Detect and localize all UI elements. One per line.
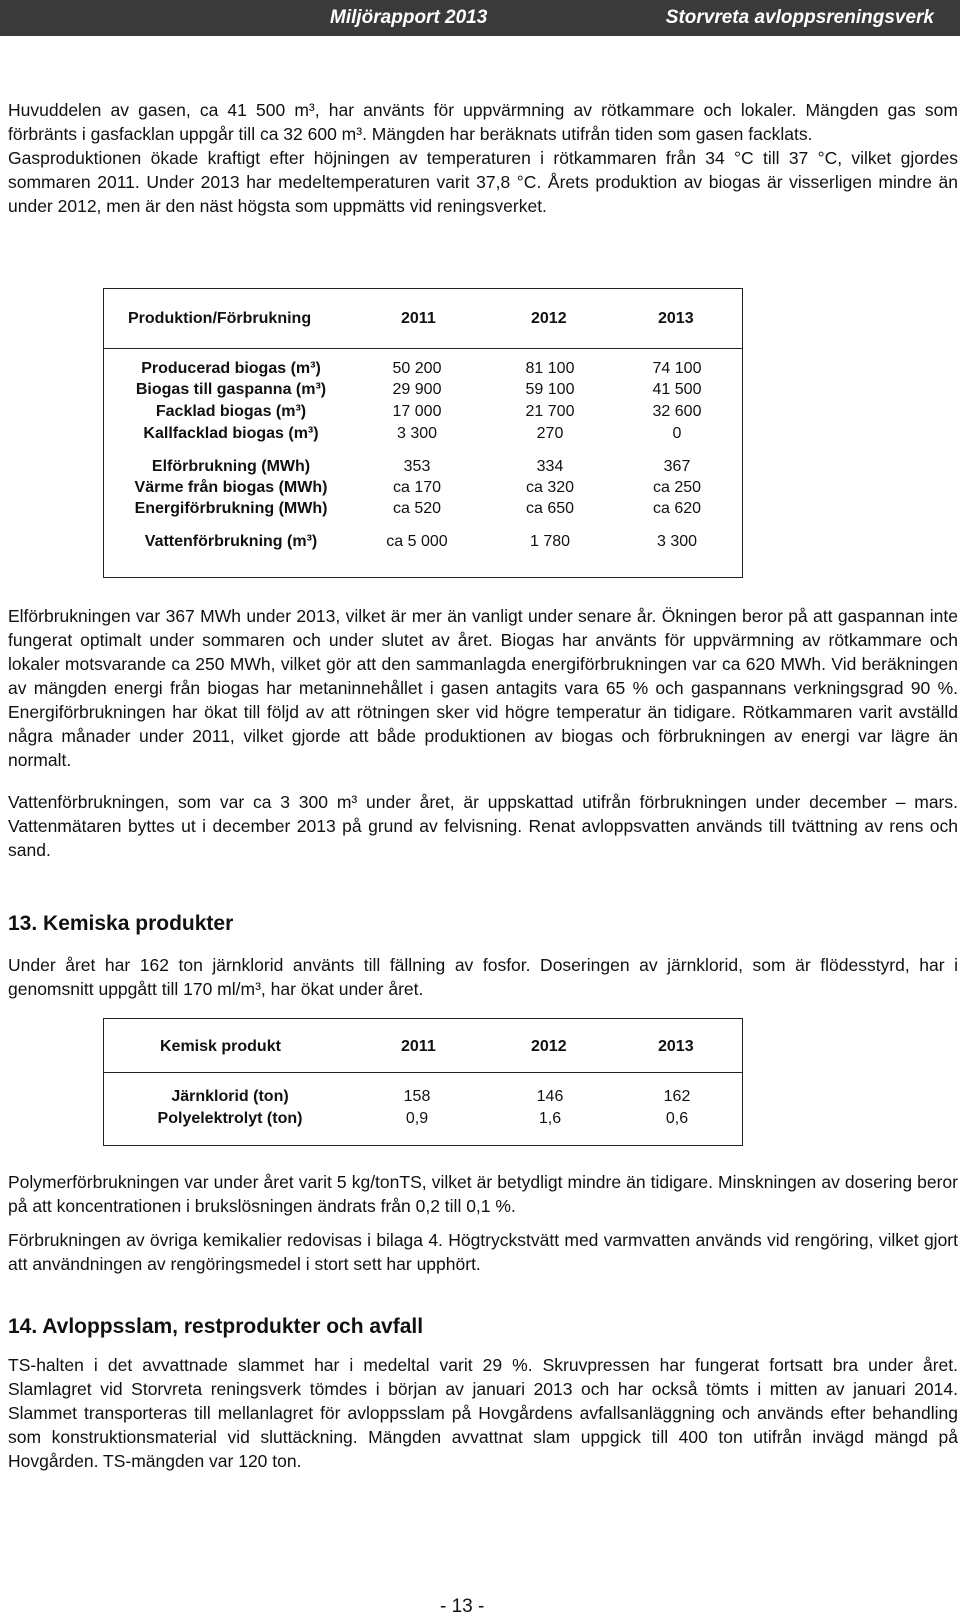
cell-2012: 1,6 xyxy=(538,1110,562,1127)
row-label: Energiförbrukning (MWh) xyxy=(134,500,328,517)
cell-2012: 81 100 xyxy=(525,360,575,377)
cell-2012: 270 xyxy=(536,425,564,442)
cell-2011: 0,9 xyxy=(405,1110,429,1127)
page-header xyxy=(0,0,960,36)
cell-2012: ca 320 xyxy=(525,479,575,496)
table-row xyxy=(103,457,743,479)
page-number: - 13 - xyxy=(440,1596,485,1617)
row-label: Järnklorid (ton) xyxy=(171,1088,289,1105)
cell-2012: 21 700 xyxy=(525,403,575,420)
cell-2011: 353 xyxy=(403,458,431,475)
cell-2013: 74 100 xyxy=(652,360,702,377)
column-header-2011: 2011 xyxy=(401,1038,436,1055)
table-row xyxy=(103,1087,743,1109)
table-row xyxy=(103,424,743,446)
body-text-polymer xyxy=(8,1170,958,1276)
cell-2011: 29 900 xyxy=(392,381,442,398)
paragraph-water: Vattenförbrukningen, som var ca 3 300 m³ under året, är uppskattad utifrån förbrukningen under december – mars. Vattenmätaren byttes ut i december 2013 på grund av felvisning. Renat avloppsvatten används till tvättning av rens och sand. xyxy=(8,792,958,860)
table-row xyxy=(103,1109,743,1131)
row-label: Biogas till gaspanna (m³) xyxy=(135,381,327,398)
cell-2013: 32 600 xyxy=(652,403,702,420)
paragraph-sludge: TS-halten i det avvattnade slammet har i medeltal varit 29 %. Skruvpressen har fungerat fortsatt bra under året. Slamlagret vid Storvreta reningsverk tömdes i början av januari 2013 och har också tömts i mitten av januari 2014. Slammet transporteras till mellanlagret för avloppsslam på Hovgårdens avfallsanläggning och används efter behandling som konstruktionsmaterial vid sluttäckning. Mängden avvattnat slam uppgick till 400 ton utifrån invägd mängd på Hovgården. TS-mängden var 120 ton. xyxy=(8,1355,958,1471)
cell-2011: 50 200 xyxy=(392,360,442,377)
report-title: Miljörapport 2013 xyxy=(330,7,488,28)
row-label: Vattenförbrukning (m³) xyxy=(144,533,318,550)
cell-2013: 3 300 xyxy=(656,533,698,550)
column-header-2012: 2012 xyxy=(531,1038,567,1055)
table-row xyxy=(103,402,743,424)
cell-2011: ca 520 xyxy=(392,500,442,517)
table-row xyxy=(103,532,743,554)
paragraph-polymer: Polymerförbrukningen var under året varit 5 kg/tonTS, vilket är betydligt mindre än tidigare. Minskningen av dosering beror på att koncentrationen i brukslösningen ändrats från 0,2 till 0,1 %. xyxy=(8,1172,958,1216)
table-row xyxy=(103,380,743,402)
row-label: Värme från biogas (MWh) xyxy=(134,479,328,496)
paragraph-other-chemicals: Förbrukningen av övriga kemikalier redovisas i bilaga 4. Högtryckstvätt med varmvatten används vid rengöring, vilket gjort att användningen av rengöringsmedel i stort sett har upphört. xyxy=(8,1230,958,1274)
paragraph-gas-usage: Huvuddelen av gasen, ca 41 500 m³, har använts för uppvärmning av rötkammare och lokaler. Mängden gas som förbränts i gasfacklan uppgår till ca 32 600 m³. Mängden har beräknats utifrån tiden som gasen facklats. xyxy=(8,100,958,144)
cell-2012: 1 780 xyxy=(529,533,571,550)
table-header-divider xyxy=(103,348,743,349)
cell-2012: ca 650 xyxy=(525,500,575,517)
cell-2011: ca 170 xyxy=(392,479,442,496)
row-label: Kallfacklad biogas (m³) xyxy=(143,425,319,442)
body-text-energy xyxy=(8,604,958,862)
cell-2013: 367 xyxy=(663,458,691,475)
cell-2013: 162 xyxy=(663,1088,691,1105)
paragraph-gas-production: Gasproduktionen ökade kraftigt efter höjningen av temperaturen i rötkammaren från 34 °C till 37 °C, vilket gjordes sommaren 2011. Under 2013 har medeltemperaturen varit 37,8 °C. Årets produktion av biogas är visserligen mindre än under 2012, men är den näst högsta som uppmätts vid reningsverket. xyxy=(8,148,958,216)
row-label: Facklad biogas (m³) xyxy=(155,403,307,420)
paragraph-electricity: Elförbrukningen var 367 MWh under 2013, vilket är mer än vanligt under senare år. Ökningen beror på att gaspannan inte fungerat optimalt under sommaren och under slutet av året. Biogas har använts för uppvärmning av rötkammare och lokaler motsvarande ca 250 MWh, vilket gör att den sammanlagda energiförbrukningen var ca 620 MWh. Vid beräkningen av mängden energi från biogas har metaninnehållet i gasen antagits vara 65 % och gaspannans verkningsgrad 90 %. Energiförbrukningen har ökat till följd av att rötningen sker vid högre temperatur än tidigare. Rötkammaren varit avställd några månader under 2011, vilket gjorde att både produktionen av biogas och förbrukningen av energi var lägre än normalt. xyxy=(8,606,958,770)
body-text-sludge xyxy=(8,1353,958,1473)
table-row xyxy=(103,499,743,521)
table-header-row xyxy=(103,309,743,331)
cell-2012: 334 xyxy=(536,458,564,475)
facility-name: Storvreta avloppsreningsverk xyxy=(665,7,934,28)
chemical-table-header-row xyxy=(103,1037,743,1059)
table-row xyxy=(103,359,743,381)
chemical-table-header-divider xyxy=(103,1072,743,1073)
cell-2012: 59 100 xyxy=(525,381,575,398)
cell-2011: ca 5 000 xyxy=(386,533,448,550)
cell-2011: 17 000 xyxy=(392,403,442,420)
column-header-2013: 2013 xyxy=(658,310,694,327)
row-label: Polyelektrolyt (ton) xyxy=(157,1110,303,1127)
cell-2012: 146 xyxy=(536,1088,564,1105)
column-header-2013: 2013 xyxy=(658,1038,694,1055)
cell-2013: ca 250 xyxy=(652,479,702,496)
column-header-label: Produktion/Förbrukning xyxy=(128,310,312,327)
column-header-2011: 2011 xyxy=(401,310,436,327)
cell-2013: ca 620 xyxy=(652,500,702,517)
column-header-2012: 2012 xyxy=(531,310,567,327)
section-heading-13: 13. Kemiska produkter xyxy=(8,912,234,935)
cell-2011: 158 xyxy=(403,1088,431,1105)
row-label: Producerad biogas (m³) xyxy=(141,360,321,377)
row-label: Elförbrukning (MWh) xyxy=(151,458,311,475)
column-header-label: Kemisk produkt xyxy=(160,1038,281,1055)
cell-2011: 3 300 xyxy=(396,425,438,442)
body-text-top xyxy=(8,98,958,218)
cell-2013: 0 xyxy=(672,425,682,442)
cell-2013: 41 500 xyxy=(652,381,702,398)
cell-2013: 0,6 xyxy=(665,1110,689,1127)
table-row xyxy=(103,478,743,500)
paragraph-iron-chloride: Under året har 162 ton järnklorid använts till fällning av fosfor. Doseringen av järnklorid, som är flödesstyrd, har i genomsnitt uppgått till 170 ml/m³, har ökat under året. xyxy=(8,955,958,999)
body-text-chemicals xyxy=(8,953,958,1001)
section-heading-14: 14. Avloppsslam, restprodukter och avfall xyxy=(8,1315,424,1338)
